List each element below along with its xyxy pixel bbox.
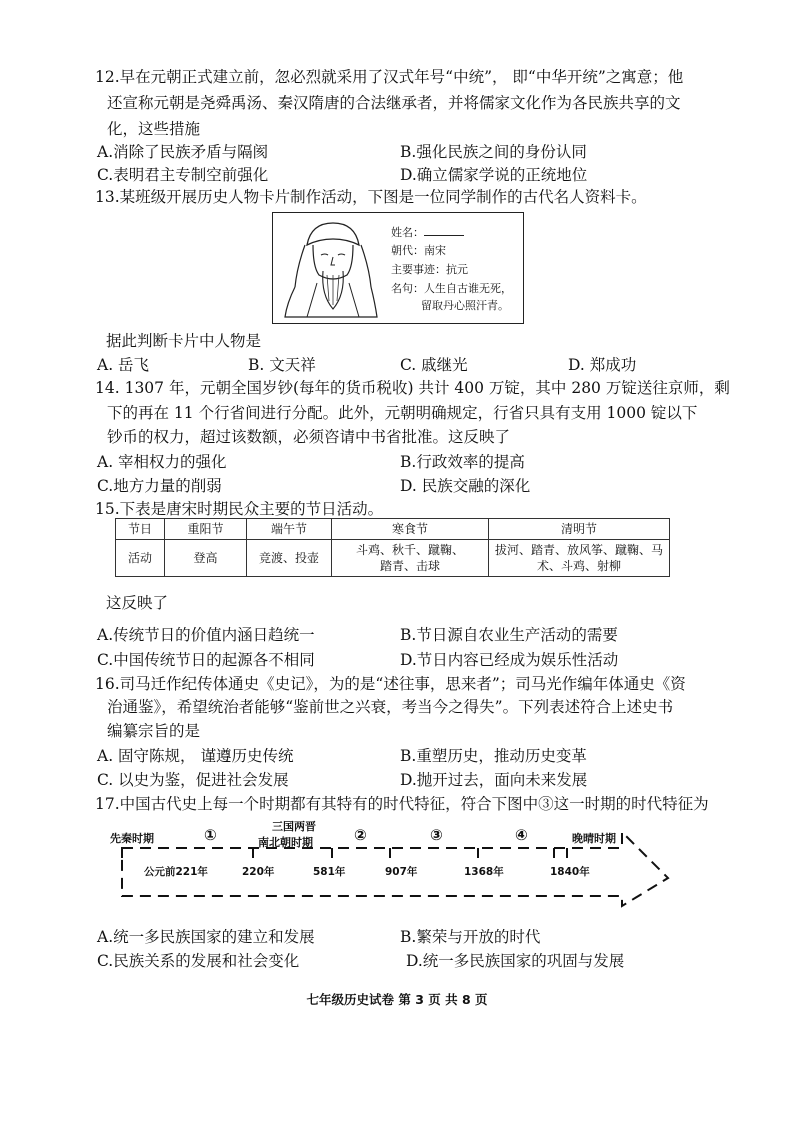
q16-option-b: B.重塑历史，推动历史变革 (400, 747, 587, 765)
q12-option-b: B.强化民族之间的身份认同 (400, 143, 587, 161)
table-header-cell: 寒食节 (332, 519, 489, 540)
period-southern-northern: 南北朝时期 (258, 836, 313, 849)
q14-option-b: B.行政效率的提高 (400, 453, 525, 471)
q16-line-3: 编纂宗旨的是 (107, 722, 201, 740)
year-label: 220年 (242, 866, 275, 878)
q16-line-2: 治通鉴》，希望统治者能够“鉴前世之兴衰，考当今之得失”。下列表述符合上述史书 (107, 698, 674, 716)
q13-option-b: B. 文天祥 (248, 356, 316, 374)
q13-option-d: D. 郑成功 (568, 356, 637, 374)
table-header-cell: 节日 (116, 519, 165, 540)
q12-line-3: 化，这些措施 (107, 120, 201, 138)
period-late-qing: 晚晴时期 (572, 832, 616, 845)
q16-line-1: 16.司马迁作纪传体通史《史记》，为的是“述往事，思来者”；司马光作编年体通史《资 (95, 675, 686, 693)
period-pre-qin: 先秦时期 (110, 832, 154, 845)
q15-option-a: A.传统节日的价值内涵日趋统一 (97, 626, 315, 644)
table-cell: 竞渡、投壶 (247, 540, 332, 577)
q13-after: 据此判断卡片中人物是 (106, 332, 262, 350)
card-quote-line-1: 名句：人生自古谁无死， (391, 282, 512, 295)
q15-option-d: D.节日内容已经成为娱乐性活动 (400, 651, 619, 669)
q15-option-b: B.节日源自农业生产活动的需要 (400, 626, 618, 644)
card-dynasty: 朝代：南宋 (391, 244, 446, 257)
historical-figure-card (272, 212, 524, 324)
cell-line: 踏青、击球 (379, 559, 440, 573)
table-header-cell: 重阳节 (165, 519, 247, 540)
table-header-row (116, 519, 670, 540)
table-cell (332, 540, 489, 577)
cell-line: 术、斗鸡、射柳 (536, 559, 621, 573)
q12-line-1: 12.早在元朝正式建立前，忽必烈就采用了汉式年号“中统”， 即“中华开统”之寓意；他 (95, 68, 684, 86)
year-label: 907年 (385, 866, 418, 878)
q14-option-a: A. 宰相权力的强化 (97, 453, 227, 471)
table-row (116, 540, 670, 577)
q17-option-c: C.民族关系的发展和社会变化 (97, 952, 300, 970)
period-4: ④ (515, 826, 528, 844)
period-3: ③ (430, 826, 443, 844)
q14-line-3: 钞币的权力，超过该数额，必须咨请中书省批准。这反映了 (107, 428, 511, 446)
q13-option-c: C. 戚继光 (400, 356, 468, 374)
table-header-cell: 端午节 (247, 519, 332, 540)
page-footer: 七年级历史试卷 第 3 页 共 8 页 (306, 992, 488, 1007)
q16-option-c: C. 以史为鉴，促进社会发展 (97, 771, 289, 789)
card-name-blank (424, 225, 464, 236)
period-three-kingdoms: 三国两晋 (272, 820, 316, 833)
q14-option-d: D. 民族交融的深化 (400, 477, 531, 495)
portrait-sketch-icon (277, 217, 385, 319)
q12-option-c: C.表明君主专制空前强化 (97, 166, 269, 184)
q16-option-a: A. 固守陈规， 谨遵历史传统 (97, 747, 294, 765)
q17-option-d: D.统一多民族国家的巩固与发展 (406, 952, 625, 970)
q17-option-a: A.统一多民族国家的建立和发展 (97, 928, 315, 946)
q17-stem: 17.中国古代史上每一个时期都有其特有的时代特征，符合下图中③这一时期的时代特征为 (95, 795, 709, 813)
q15-stem: 15.下表是唐宋时期民众主要的节日活动。 (95, 500, 384, 518)
q12-option-a: A.消除了民族矛盾与隔阂 (97, 143, 269, 161)
cell-line: 拔河、踏青、放风筝、蹴鞠、马 (494, 543, 663, 557)
card-quote-line-2: 留取丹心照汗青。 (421, 299, 509, 312)
table-cell: 登高 (165, 540, 247, 577)
q13-option-a: A. 岳飞 (97, 356, 150, 374)
history-timeline (110, 822, 680, 914)
year-label: 581年 (313, 866, 346, 878)
q12-line-2: 还宣称元朝是尧舜禹汤、秦汉隋唐的合法继承者，并将儒家文化作为各民族共享的文 (107, 94, 681, 112)
year-label: 1840年 (550, 866, 590, 878)
year-label: 公元前221年 (144, 866, 208, 878)
card-name-label: 姓名： (391, 226, 424, 239)
q15-after: 这反映了 (106, 594, 169, 612)
q15-option-c: C.中国传统节日的起源各不相同 (97, 651, 315, 669)
q16-option-d: D.抛开过去，面向未来发展 (400, 771, 588, 789)
q14-line-2: 下的再在 11 个行省间进行分配。此外，元朝明确规定，行省只具有支用 1000 锭以下 (107, 404, 698, 422)
q14-option-c: C.地方力量的削弱 (97, 477, 222, 495)
card-deeds: 主要事迹：抗元 (391, 263, 468, 276)
cell-line: 斗鸡、秋千、蹴鞠、 (355, 543, 464, 557)
q14-line-1: 14. 1307 年，元朝全国岁钞(每年的货币税收) 共计 400 万锭，其中 280 万锭送往京师，剩 (95, 379, 730, 397)
table-cell: 活动 (116, 540, 165, 577)
q13-stem: 13.某班级开展历史人物卡片制作活动，下图是一位同学制作的古代名人资料卡。 (95, 188, 647, 206)
period-2: ② (354, 826, 367, 844)
festival-table (115, 518, 670, 577)
period-1: ① (204, 826, 217, 844)
card-name-field (391, 225, 464, 240)
q17-option-b: B.繁荣与开放的时代 (400, 928, 541, 946)
table-header-cell: 清明节 (489, 519, 670, 540)
table-cell (489, 540, 670, 577)
year-label: 1368年 (464, 866, 504, 878)
q12-option-d: D.确立儒家学说的正统地位 (400, 166, 588, 184)
